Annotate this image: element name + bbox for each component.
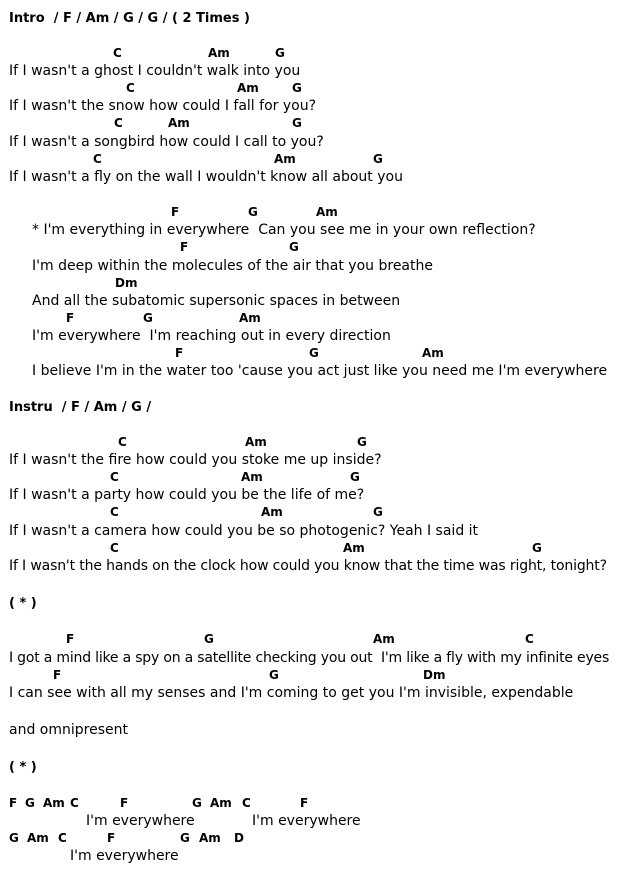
chord: Am <box>373 632 395 646</box>
chord: C <box>525 632 534 646</box>
lyric-line: * I'm everything in everywhere Can you see me in your own reflection? <box>32 222 536 238</box>
repeat-marker: ( * ) <box>9 596 37 611</box>
chord: G <box>357 435 367 449</box>
lyric-line: I'm everywhere I'm reaching out in every direction <box>32 328 391 344</box>
chord: F <box>66 632 75 646</box>
chord: Am <box>168 116 190 130</box>
chord: Dm <box>423 668 446 682</box>
chord: G <box>192 796 202 810</box>
intro-progression: / F / Am / G / G / ( 2 Times ) <box>53 11 250 26</box>
chord: G <box>143 311 153 325</box>
chord: G <box>275 46 285 60</box>
chord: G <box>292 116 302 130</box>
chord: C <box>110 470 119 484</box>
chord: F <box>175 346 184 360</box>
instru-label: Instru <box>9 400 53 415</box>
chord: C <box>242 796 251 810</box>
lyric-line: And all the subatomic supersonic spaces in between <box>32 293 401 309</box>
chord: Am <box>208 46 230 60</box>
chord: Am <box>274 152 296 166</box>
chord: Am <box>261 505 283 519</box>
lyric-line: If I wasn't a ghost I couldn't walk into you <box>9 63 301 79</box>
chord: Am <box>316 205 338 219</box>
lyric-line: and omnipresent <box>9 722 128 738</box>
chord: F <box>66 311 75 325</box>
lyric-line: I got a mind like a spy on a satellite checking you out I'm like a fly with my infinite eyes <box>9 650 610 666</box>
chord: C <box>110 541 119 555</box>
chord: G <box>289 240 299 254</box>
chord: F <box>120 796 129 810</box>
chord: F <box>9 796 18 810</box>
chord: C <box>113 46 122 60</box>
chord: C <box>58 831 67 845</box>
intro-line <box>9 11 250 27</box>
chord: G <box>350 470 360 484</box>
lyric-line: I'm deep within the molecules of the air that you breathe <box>32 258 433 274</box>
lyric-line: If I wasn't a songbird how could I call to you? <box>9 134 324 150</box>
lyric-line: I believe I'm in the water too 'cause you act just like you need me I'm everywhere <box>32 363 608 379</box>
chord: G <box>180 831 190 845</box>
chord: C <box>126 81 135 95</box>
chord: Am <box>199 831 221 845</box>
lyric-line: If I wasn't the fire how could you stoke me up inside? <box>9 452 382 468</box>
chord: F <box>171 205 180 219</box>
chord: C <box>70 796 79 810</box>
lyric-line: If I wasn't the snow how could I fall for you? <box>9 98 317 114</box>
chord: G <box>269 668 279 682</box>
chord: G <box>292 81 302 95</box>
lyric-line: If I wasn't a party how could you be the life of me? <box>9 487 365 503</box>
chord: Am <box>43 796 65 810</box>
repeat-marker: ( * ) <box>9 760 37 775</box>
chord: G <box>532 541 542 555</box>
chord: C <box>114 116 123 130</box>
chord: Am <box>210 796 232 810</box>
chord: Am <box>237 81 259 95</box>
lyric-line: I'm everywhere <box>70 848 179 864</box>
lyric-line: I'm everywhere <box>252 813 361 829</box>
chord: G <box>373 152 383 166</box>
chord: G <box>373 505 383 519</box>
chord: F <box>107 831 116 845</box>
chord: Am <box>241 470 263 484</box>
chord: F <box>180 240 189 254</box>
chord: Dm <box>115 276 138 290</box>
lyric-line: If I wasn't the hands on the clock how could you know that the time was right, tonight? <box>9 558 607 574</box>
chord: Am <box>239 311 261 325</box>
chord: Am <box>245 435 267 449</box>
lyric-line: If I wasn't a fly on the wall I wouldn't know all about you <box>9 169 403 185</box>
chord: G <box>25 796 35 810</box>
chord: Am <box>27 831 49 845</box>
lyric-line: If I wasn't a camera how could you be so photogenic? Yeah I said it <box>9 523 479 539</box>
chord: Am <box>343 541 365 555</box>
chord: Am <box>422 346 444 360</box>
instru-line <box>9 400 151 416</box>
chord: C <box>118 435 127 449</box>
chord: F <box>53 668 62 682</box>
chord: G <box>204 632 214 646</box>
intro-label: Intro <box>9 11 45 26</box>
chord: F <box>300 796 309 810</box>
chord: G <box>309 346 319 360</box>
chord: G <box>9 831 19 845</box>
lyric-line: I'm everywhere <box>86 813 195 829</box>
chord: G <box>248 205 258 219</box>
chord: C <box>110 505 119 519</box>
chord: D <box>234 831 244 845</box>
lyric-line: I can see with all my senses and I'm coming to get you I'm invisible, expendable <box>9 685 574 701</box>
chord: C <box>93 152 102 166</box>
instru-progression: / F / Am / G / <box>61 400 152 415</box>
